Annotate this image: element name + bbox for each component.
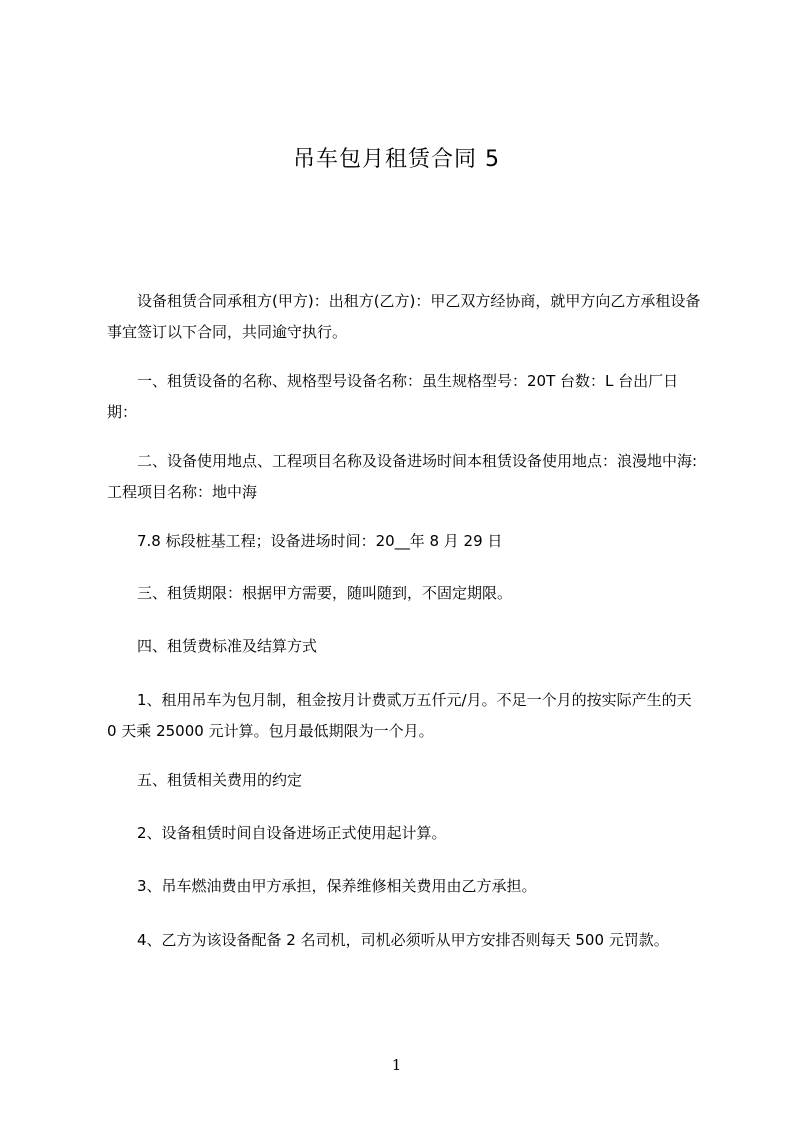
paragraph-section-3: 三、租赁期限：根据甲方需要，随叫随到，不固定期限。 [137,584,513,602]
paragraph-item-3: 3、吊车燃油费由甲方承担，保养维修相关费用由乙方承担。 [137,877,537,895]
document-title: 吊车包月租赁合同 5 [293,147,500,172]
paragraph-item-1: 1、租用吊车为包月制，租金按月计费贰万五仟元/月。不足一个月的按实际产生的天 0 天乘 25000 元计算。包月最低期限为一个月。 [107,691,692,740]
paragraph-item-2: 2、设备租赁时间自设备进场正式使用起计算。 [137,824,447,842]
page-number: 1 [391,1056,402,1074]
paragraph-section-2-cont: 7.8 标段桩基工程；设备进场时间：20__年 8 月 29 日 [137,532,503,550]
paragraph-section-4: 四、租赁费标准及结算方式 [137,637,318,655]
paragraph-section-5: 五、租赁相关费用的约定 [137,771,303,789]
paragraph-section-1: 一、租赁设备的名称、规格型号设备名称：虽生规格型号：20T 台数：L 台出厂日期： [107,372,679,421]
paragraph-section-2: 二、设备使用地点、工程项目名称及设备进场时间本租赁设备使用地点：浪漫地中海:工程项目名称：地中海 [107,452,698,501]
paragraph-item-4: 4、乙方为该设备配备 2 名司机，司机必须听从甲方安排否则每天 500 元罚款。 [137,931,669,949]
paragraph-intro: 设备租赁合同承租方(甲方)：出租方(乙方)：甲乙双方经协商，就甲方向乙方承租设备事宜签订以下合同，共同逾守执行。 [107,292,701,341]
